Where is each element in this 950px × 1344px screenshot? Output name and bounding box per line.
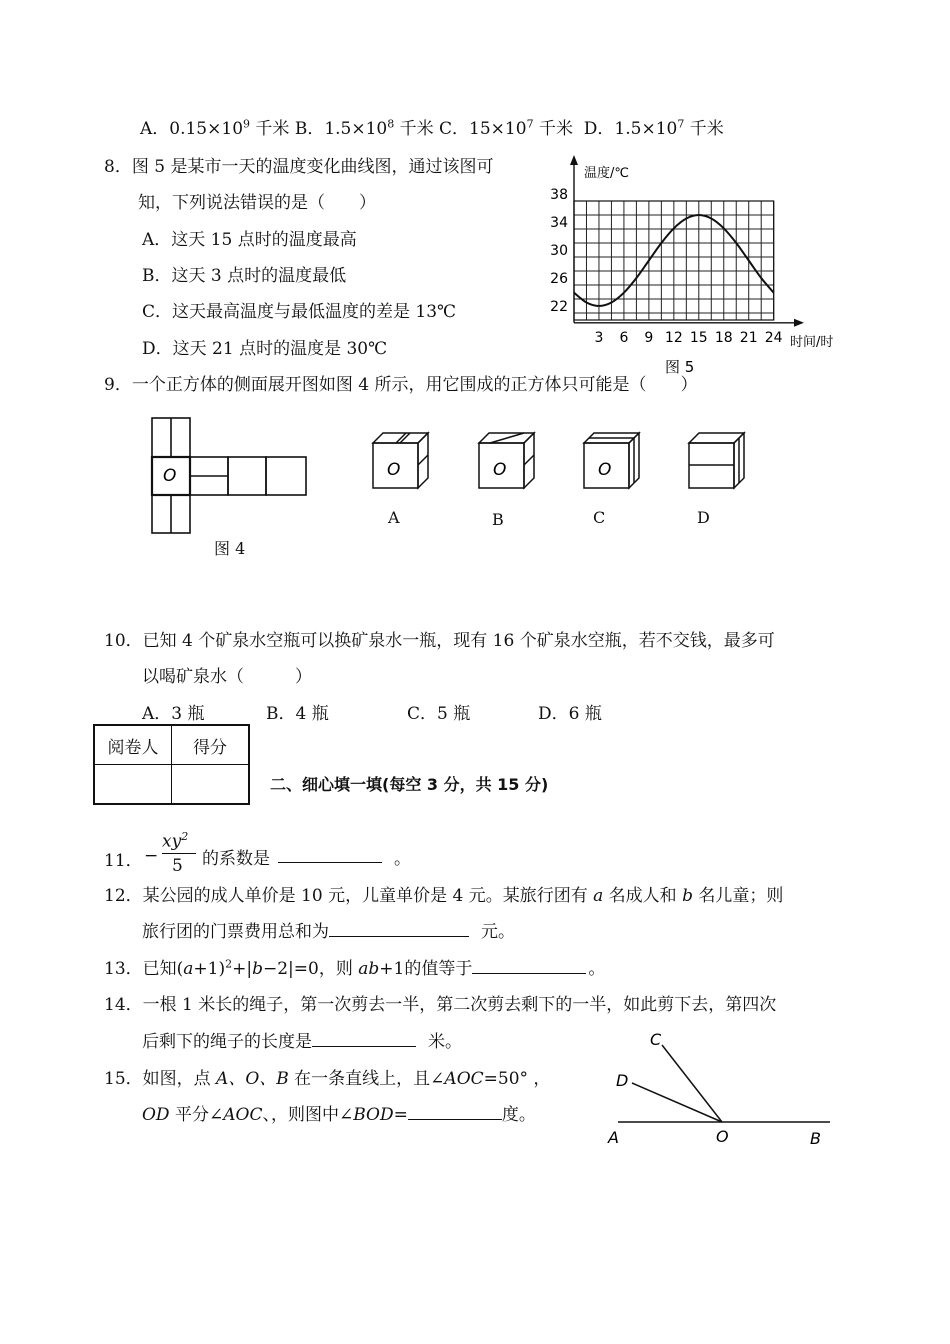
chart-x-tick-label: 3	[594, 329, 604, 346]
cube-net-figure	[145, 415, 315, 540]
q13-end: 。	[588, 959, 606, 979]
q15-line1-c: =50° ，	[483, 1069, 551, 1089]
cube-c	[579, 428, 649, 498]
q15-line2-aoc: AOC	[223, 1105, 263, 1125]
q13-mid4: +1的值等于	[379, 959, 473, 979]
q13-exp: 2	[225, 957, 233, 971]
q11-number: 11．	[104, 851, 143, 871]
angle-figure	[600, 1025, 840, 1155]
q8-option-a: A．这天 15 点时的温度最高	[142, 230, 357, 250]
q11-numerator-exp: 2	[181, 830, 189, 843]
q7-option-c: C．15×10	[439, 119, 527, 139]
net-letter-o: O	[163, 466, 177, 486]
q7-option-d-exp: 7	[677, 117, 685, 131]
q14-answer-blank[interactable]	[312, 1030, 416, 1047]
chart-x-tick-label: 9	[644, 329, 654, 346]
chart-x-arrow	[794, 319, 804, 327]
q7-options	[140, 114, 724, 139]
q10-stem-line2: 以喝矿泉水（ ）	[142, 667, 312, 687]
q8-stem-line2: 知，下列说法错误的是（ ）	[138, 193, 376, 213]
q15-line2-b: 、，则图中∠	[262, 1105, 354, 1125]
chart-y-tick-label: 34	[550, 215, 568, 231]
cube-a-label: A	[388, 508, 400, 527]
q11-answer-blank[interactable]	[278, 846, 382, 863]
net-caption: 图 4	[214, 539, 246, 558]
q7-option-c-unit: 千米	[533, 119, 573, 139]
q12-var-a: a	[593, 886, 604, 906]
q11-numerator-text: xy	[162, 831, 182, 852]
score-table-cell-grader[interactable]	[94, 765, 172, 805]
q14-line2	[142, 1027, 462, 1052]
q12-line1-c: 名儿童；则	[692, 886, 784, 906]
ray-od	[632, 1083, 722, 1122]
chart-x-tick-label: 21	[739, 329, 758, 346]
score-table-cell-score[interactable]	[172, 765, 250, 805]
q7-option-b: B．1.5×10	[294, 119, 388, 139]
q7-option-d: D．1.5×10	[583, 119, 678, 139]
label-a: A	[608, 1128, 619, 1147]
q13-prefix: 13．已知(	[104, 959, 184, 979]
net-square-right2	[228, 457, 266, 495]
chart-x-tick-label: 18	[714, 329, 733, 346]
q8-stem-line1: 8．图 5 是某市一天的温度变化曲线图，通过该图可	[104, 157, 494, 177]
q10-option-d: D．6 瓶	[538, 704, 602, 724]
chart-x-tick-label: 24	[764, 329, 783, 346]
label-o: O	[716, 1127, 729, 1146]
q10-stem-line1: 10．已知 4 个矿泉水空瓶可以换矿泉水一瓶，现有 16 个矿泉水空瓶，若不交钱，最多可	[104, 631, 775, 651]
q13-var-b: b	[252, 959, 263, 979]
q11-numerator	[162, 830, 188, 852]
q13-mid3: −2|=0，则	[262, 959, 359, 979]
score-table	[93, 724, 250, 805]
q15-aoc: AOC	[444, 1069, 484, 1089]
q7-option-b-unit: 千米	[394, 119, 434, 139]
q12-line1	[104, 881, 783, 906]
cube-a	[368, 428, 438, 498]
chart-xlabel: 时间/时	[790, 335, 834, 350]
q10-option-c: C．5 瓶	[407, 704, 471, 724]
q12-line1-a: 12．某公园的成人单价是 10 元，儿童单价是 4 元。某旅行团有	[104, 886, 594, 906]
q10-option-a: A．3 瓶	[142, 704, 205, 724]
label-b: B	[810, 1129, 821, 1148]
q13	[104, 954, 605, 979]
q14-line2-a: 后剩下的绳子的长度是	[142, 1032, 312, 1052]
q11-fraction-bar	[162, 853, 196, 854]
chart-y-tick-label: 38	[550, 187, 568, 203]
q15-points: A、O、B	[216, 1069, 289, 1089]
score-table-header-score: 得分	[172, 725, 250, 765]
q15-answer-blank[interactable]	[408, 1103, 502, 1120]
chart-y-arrow	[570, 155, 578, 165]
q15-line2-c: =	[393, 1105, 408, 1125]
q8-option-b: B．这天 3 点时的温度最低	[142, 266, 347, 286]
net-square-right3	[266, 457, 306, 495]
label-c: C	[650, 1030, 662, 1049]
q14-line1: 14．一根 1 米长的绳子，第一次剪去一半，第二次剪去剩下的一半，如此剪下去，第四次	[104, 995, 777, 1015]
q15-line1	[104, 1064, 550, 1089]
q7-option-b-exp: 8	[387, 117, 395, 131]
q13-var-ab: ab	[358, 959, 380, 979]
q12-var-b: b	[682, 886, 693, 906]
q7-option-c-exp: 7	[526, 117, 534, 131]
score-table-header-grader: 阅卷人	[94, 725, 172, 765]
q11-denominator: 5	[172, 856, 183, 876]
cube-c-letter: O	[598, 460, 612, 480]
q12-line2	[142, 917, 515, 942]
chart-ylabel: 温度/℃	[584, 166, 629, 181]
ray-oc	[662, 1045, 722, 1122]
q14-line2-b: 米。	[428, 1032, 462, 1052]
q15-bod: BOD	[353, 1105, 394, 1125]
q13-answer-blank[interactable]	[472, 957, 586, 974]
chart-grid	[574, 201, 774, 320]
label-d: D	[616, 1071, 629, 1090]
q11-sign: −	[144, 846, 159, 866]
chart-x-tick-label: 12	[664, 329, 683, 346]
chart-y-tick-label: 30	[550, 243, 568, 259]
cube-d-label: D	[697, 508, 710, 527]
q15-line2-d: 度。	[501, 1105, 536, 1125]
chart-ticks	[550, 187, 783, 346]
cube-b-letter: O	[493, 460, 507, 480]
cube-a-letter: O	[387, 460, 401, 480]
q11-end: 。	[394, 849, 411, 869]
q13-var-a: a	[183, 959, 194, 979]
chart-x-tick-label: 15	[689, 329, 708, 346]
q13-mid1: +1)	[193, 959, 226, 979]
q15-line2-a: 平分∠	[169, 1105, 224, 1125]
q15-line1-a: 15．如图，点	[104, 1069, 217, 1089]
chart-y-tick-label: 22	[550, 299, 568, 315]
chart-x-tick-label: 6	[619, 329, 629, 346]
q7-option-a-exp: 9	[243, 117, 251, 131]
section2-title: 二、细心填一填(每空 3 分，共 15 分)	[270, 775, 549, 794]
cube-b	[474, 428, 544, 498]
chart-y-tick-label: 26	[550, 271, 568, 287]
q9-stem: 9．一个正方体的侧面展开图如图 4 所示，用它围成的正方体只可能是（ ）	[104, 375, 698, 395]
q12-line2-b: 元。	[481, 922, 515, 942]
q15-od: OD	[142, 1105, 170, 1125]
q10-option-b: B．4 瓶	[266, 704, 329, 724]
q12-answer-blank[interactable]	[329, 920, 469, 937]
q8-option-c: C．这天最高温度与最低温度的差是 13℃	[142, 302, 457, 322]
cube-c-label: C	[593, 508, 606, 527]
cube-b-label: B	[492, 510, 504, 529]
q7-option-d-unit: 千米	[684, 119, 724, 139]
q15-line1-b: 在一条直线上，且∠	[288, 1069, 445, 1089]
q7-option-a: A．0.15×10	[140, 119, 244, 139]
q8-option-d: D．这天 21 点时的温度是 30℃	[142, 339, 388, 359]
q15-line2	[142, 1100, 536, 1125]
temperature-chart	[540, 150, 860, 382]
cube-d	[684, 428, 754, 498]
q11-text: 的系数是	[202, 849, 270, 869]
q13-mid2: +|	[232, 959, 253, 979]
q12-line1-b: 名成人和	[603, 886, 683, 906]
chart-title: 图 5	[665, 358, 695, 376]
q12-line2-a: 旅行团的门票费用总和为	[142, 922, 329, 942]
q7-option-a-unit: 千米	[250, 119, 290, 139]
